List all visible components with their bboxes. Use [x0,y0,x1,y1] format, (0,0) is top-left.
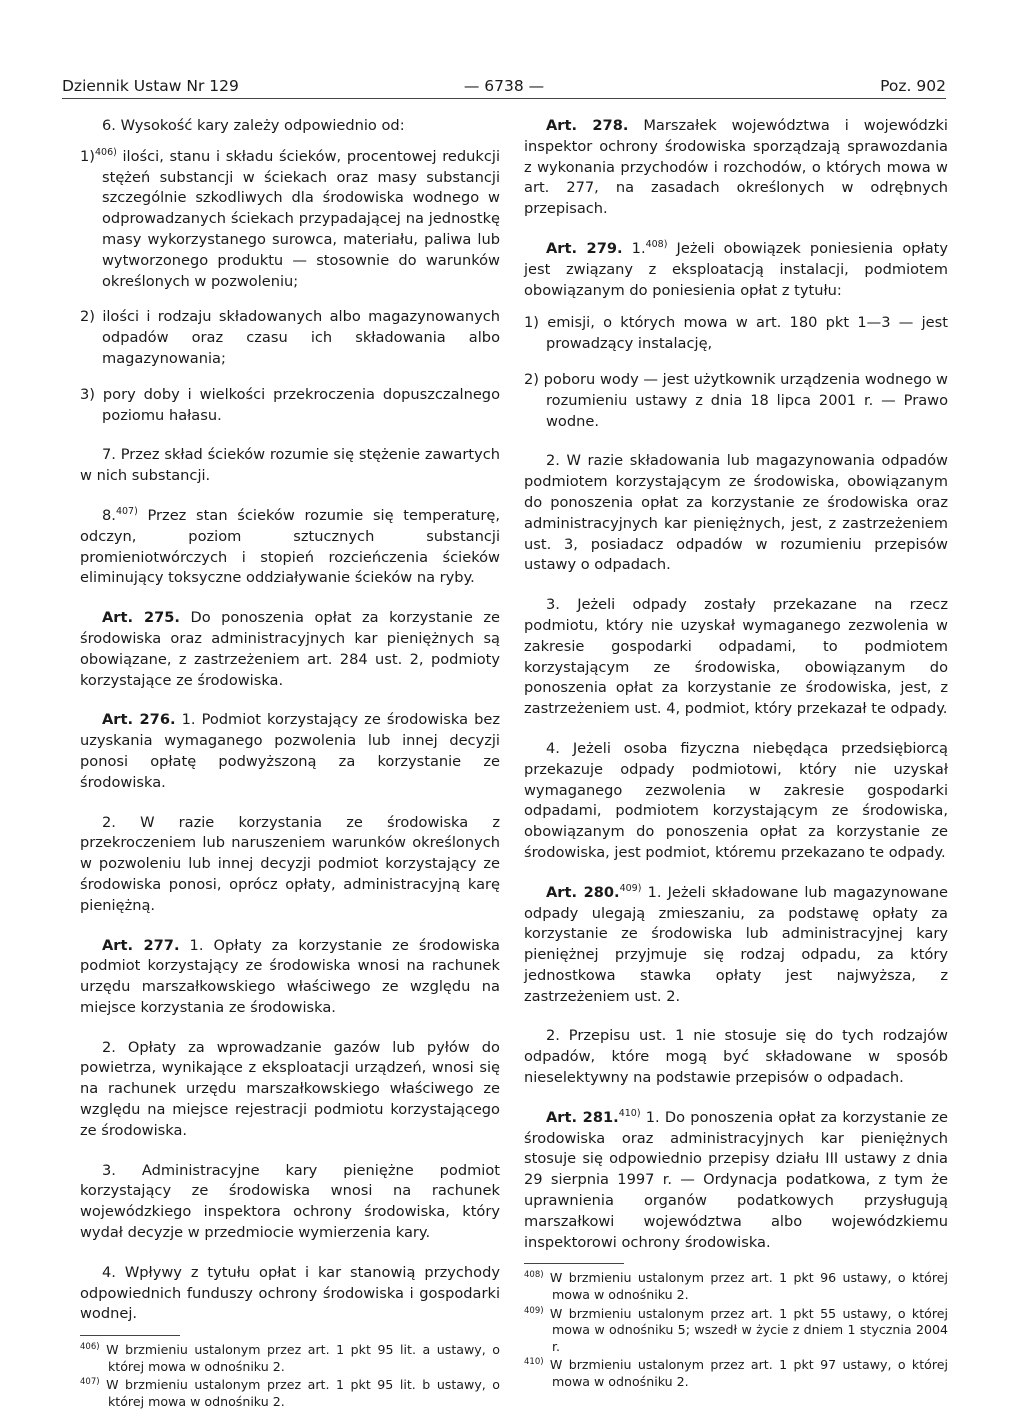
right-column [524,116,948,1393]
footnote-ref: 407) [115,506,138,518]
page-number: — 6738 — [463,77,545,95]
list-item: 1)$^{406)}$ ilości, stanu i składu ścieków, procentowej redukcji stężeń substancji w ściekach oraz masy substancji szczególnie szkodliwych dla środowiska wodnego w odprowadzanych ściekach przypadającej na jednostkę masy wykorzystanego surowca, materiału, paliwa lub wytworzonego produktu — stosownie do warunków określonych w pozwoleniu; [80,146,500,290]
footnote: $^{409)}$ W brzmieniu ustalonym przez art. 1 pkt 55 ustawy, o której mowa w odnośniku 5; wszedł w życie z dniem 1 stycznia 2004 r. [524,1305,948,1354]
list-item: 2) poboru wody — jest użytkownik urządzenia wodnego w rozumieniu ustawy z dnia 18 lipca 2001 r. — Prawo wodne. [524,370,948,430]
article-279: Art. 279. 1.$^{408)}$ Jeżeli obowiązek poniesienia opłaty jest związany z eksploatacją instalacji, podmiotem obowiązanym do poniesienia opłat z tytułu: [524,239,948,299]
paragraph: 7. Przez skład ścieków rozumie się stężenie zawartych w nich substancji. [80,446,500,485]
position-number: Poz. 902 [880,77,946,95]
paragraph: 2. W razie korzystania ze środowiska z przekroczeniem lub naruszeniem warunków określonych w pozwoleniu lub innej decyzji podmiot korzystający ze środowiska ponosi, oprócz opłaty, administracyjną karę pieniężną. [80,813,500,914]
paragraph: 4. Wpływy z tytułu opłat i kar stanowią przychody odpowiednich funduszy ochrony środowiska i gospodarki wodnej. [80,1263,500,1323]
footnote-ref: 410) [618,1108,641,1120]
footnote-ref: 406) [94,146,117,158]
article-278: Art. 278. Marszałek województwa i wojewódzki inspektor ochrony środowiska sporządzają sprawozdania z wykonania przychodów i rozchodów, o których mowa w art. 277, na zasadach określonych w odrębnych przepisach. [524,117,948,218]
page-header [62,74,946,99]
footnote-ref: 408) [645,239,668,251]
article-275: Art. 275. Do ponoszenia opłat za korzystanie ze środowiska oraz administracyjnych kar pieniężnych są obowiązane, z zastrzeżeniem art. 284 ust. 2, podmioty korzystające ze środowiska. [80,609,500,689]
list-item: 3) pory doby i wielkości przekroczenia dopuszczalnego poziomu hałasu. [80,385,500,424]
paragraph: 6. Wysokość kary zależy odpowiednio od: [102,117,405,134]
footnote: $^{408)}$ W brzmieniu ustalonym przez art. 1 pkt 96 ustawy, o której mowa w odnośniku 2. [524,1270,948,1303]
paragraph: 4. Jeżeli osoba fizyczna niebędąca przedsiębiorcą przekazuje odpady podmiotowi, który nie uzyskał wymaganego zezwolenia w zakresie gospodarki odpadami, podmiotem korzystającym ze środowiska, obowiązanym do ponoszenia opłat za korzystanie ze środowiska, jest podmiot, któremu przekazano te odpady. [524,739,948,861]
paragraph: 2. W razie składowania lub magazynowania odpadów podmiotem korzystającym ze środowiska, obowiązanym do ponoszenia opłat za korzystanie ze środowiska oraz administracyjnych kar pieniężnych, jest, z zastrzeżeniem ust. 3, posiadacz odpadów w rozumieniu przepisów ustawy o odpadach. [524,452,948,574]
list-item: 1) emisji, o których mowa w art. 180 pkt 1—3 — jest prowadzący instalację, [524,314,948,353]
footnote: $^{406)}$ W brzmieniu ustalonym przez art. 1 pkt 95 lit. a ustawy, o której mowa w odnośniku 2. [80,1342,500,1374]
left-column [80,116,500,1413]
article-277: Art. 277. 1. Opłaty za korzystanie ze środowiska podmiot korzystający ze środowiska wnosi na rachunek urzędu marszałkowskiego właściwego ze względu na miejsce korzystania ze środowiska. [80,936,500,1016]
paragraph: 8.$^{407)}$ Przez stan ścieków rozumie się temperaturę, odczyn, poziom sztucznych substancji promieniotwórczych i stopień rozcieńczenia ścieków eliminujący toksyczne oddziaływanie ścieków na ryby. [80,506,500,587]
paragraph: 3. Jeżeli odpady zostały przekazane na rzecz podmiotu, który nie uzyskał wymaganego zezwolenia w zakresie gospodarki odpadami, to podmiotem korzystającym ze środowiska, obowiązanym do ponoszenia opłat za korzystanie ze środowiska, jest, z zastrzeżeniem ust. 4, podmiot, który przekazał te odpady. [524,596,948,718]
journal-title: Dziennik Ustaw Nr 129 [62,77,239,95]
footnote-divider [524,1263,624,1264]
paragraph: 3. Administracyjne kary pieniężne podmiot korzystający ze środowiska wnosi na rachunek wojewódzkiego inspektora ochrony środowiska, który wydał decyzje w przedmiocie wymierzenia kary. [80,1161,500,1242]
article-280: Art. 280.$^{409)}$ 1. Jeżeli składowane lub magazynowane odpady ulegają zmieszaniu, za podstawę opłaty za korzystanie ze środowiska lub administracyjnej kary pieniężnej przyjmuje się rodzaj odpadu, za który jednostkowa stawka opłaty jest najwyższa, z zastrzeżeniem ust. 2. [524,882,948,1005]
footnote: $^{410)}$ W brzmieniu ustalonym przez art. 1 pkt 97 ustawy, o której mowa w odnośniku 2. [524,1357,948,1390]
footnote: $^{407)}$ W brzmieniu ustalonym przez art. 1 pkt 95 lit. b ustawy, o której mowa w odnośniku 2. [80,1377,500,1410]
paragraph: 2. Przepisu ust. 1 nie stosuje się do tych rodzajów odpadów, które mogą być składowane w sposób nieselektywny na podstawie przepisów o odpadach. [524,1027,948,1087]
footnote-ref: 409) [619,882,642,894]
list-item: 2) ilości i rodzaju składowanych albo magazynowanych odpadów oraz czasu ich składowania albo magazynowania; [80,308,500,367]
paragraph: 2. Opłaty za wprowadzanie gazów lub pyłów do powietrza, wynikające z eksploatacji urządzeń, wnosi się na rachunek urzędu marszałkowskiego właściwego ze względu na miejsce rejestracji podmiotu korzystającego ze środowiska. [80,1038,500,1139]
article-276: Art. 276. 1. Podmiot korzystający ze środowiska bez uzyskania wymaganego pozwolenia lub innej decyzji ponosi opłatę podwyższoną za korzystanie ze środowiska. [80,711,500,791]
article-281: Art. 281.$^{410)}$ 1. Do ponoszenia opłat za korzystanie ze środowiska oraz administracyjnych kar pieniężnych stosuje się odpowiednio przepisy działu III ustawy z dnia 29 sierpnia 1997 r. — Ordynacja podatkowa, z tym że uprawnienia organów podatkowych przysługują marszałkowi województwa albo wojewódzkiemu inspektorowi ochrony środowiska. [524,1108,948,1251]
footnote-divider [80,1335,180,1336]
